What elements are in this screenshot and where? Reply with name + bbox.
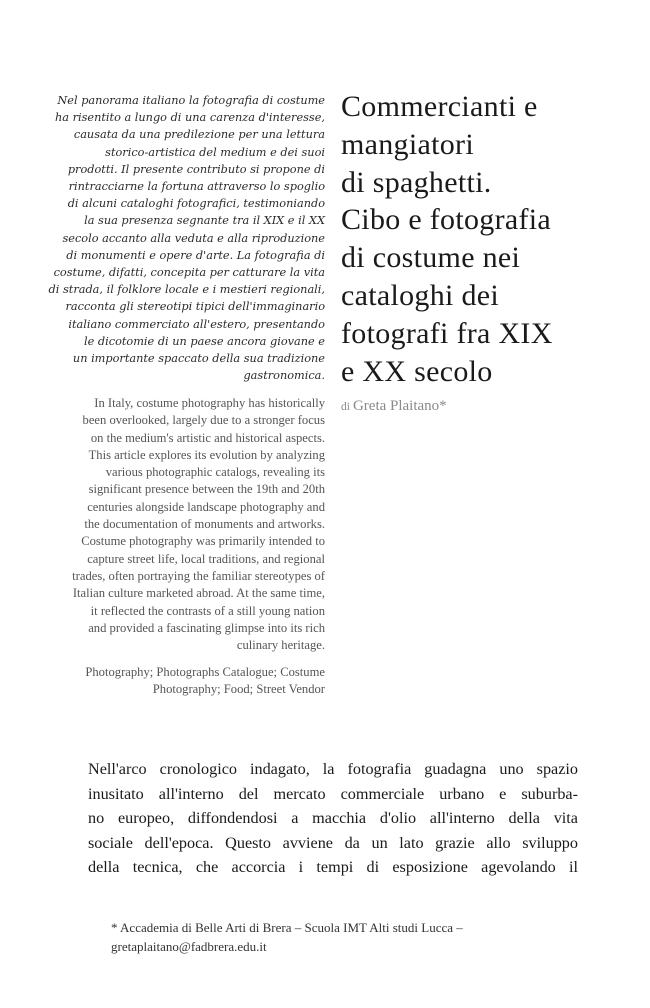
abstract-it-line: ha risentito a lungo di una carenza d'interesse, — [55, 111, 325, 125]
abstract-it-line: un importante spaccato della sua tradizione — [72, 352, 325, 366]
title-line: di costume nei — [341, 241, 521, 275]
abstract-en-line: on the medium's artistic and historical aspects. — [90, 430, 325, 445]
body-line: no europeo, diffondendosi a macchia d'olio all'interno della vita — [88, 809, 578, 828]
abstract-it-line: storico-artistica del medium e dei suoi — [105, 145, 325, 159]
abstract-en-line: This article explores its evolution by analyzing — [88, 447, 325, 462]
keywords-line: Photography; Photographs Catalogue; Costume — [85, 665, 325, 679]
title-line: cataloghi dei — [341, 278, 500, 312]
title-line: Cibo e fotografia — [341, 203, 552, 237]
abstract-italian — [38, 92, 325, 384]
abstract-en-line: culinary heritage. — [236, 638, 325, 653]
abstract-it-line: le dicotomie di un paese ancora giovane e — [84, 334, 325, 348]
footnote — [111, 919, 561, 956]
body-line: della tecnica, che accorcia i tempi di esposizione agevolando il — [88, 858, 578, 877]
title-line: fotografi fra XIX — [341, 316, 553, 350]
abstract-en-line: significant presence between the 19th and 20th — [88, 482, 325, 497]
abstract-en-line: trades, often portraying the familiar stereotypes of — [72, 568, 325, 583]
abstract-en-line: centuries alongside landscape photography and — [87, 499, 325, 514]
abstract-it-line: italiano commerciato all'estero, presentando — [68, 317, 325, 331]
abstract-it-line: prodotti. Il presente contributo si propone di — [67, 162, 325, 176]
title-line: di spaghetti. — [341, 165, 492, 199]
abstract-en-line: In Italy, costume photography has historically — [94, 396, 325, 410]
author-prefix: di — [341, 401, 350, 413]
title-line: mangiatori — [341, 127, 474, 161]
abstract-it-line: secolo accanto alla veduta e alla riproduzione — [62, 231, 325, 245]
author-name: Greta Plaitano* — [352, 398, 447, 414]
abstract-en-line: it reflected the contrasts of a still young nation — [90, 603, 325, 618]
abstract-en-line: Costume photography was primarily intended to — [81, 534, 325, 549]
abstract-en-line: Italian culture marketed abroad. At the same time, — [72, 586, 325, 601]
abstract-english — [30, 395, 325, 654]
abstract-it-line: la sua presenza segnante tra il XIX e il XX — [84, 214, 325, 228]
body-line: Nell'arco cronologico indagato, la fotografia guadagna uno spazio — [88, 760, 578, 778]
keywords — [40, 664, 325, 699]
footnote-email: gretaplaitano@fadbrera.edu.it — [111, 938, 267, 954]
body-line: inusitato all'interno del mercato commerciale urbano e suburba- — [88, 784, 578, 803]
abstract-it-line: di strada, il folklore locale e i mestieri regionali, — [48, 283, 325, 297]
body-paragraph — [88, 757, 578, 880]
body-line: sociale dell'epoca. Questo avviene da un lato grazie allo sviluppo — [88, 833, 578, 852]
title-line: e XX secolo — [341, 354, 493, 388]
abstract-en-line: the documentation of monuments and artworks. — [84, 517, 325, 532]
abstract-it-line: causata da una predilezione per una lettura — [73, 128, 325, 142]
abstract-it-line: gastronomica. — [243, 369, 325, 383]
abstract-en-line: been overlooked, largely due to a stronger focus — [82, 413, 325, 428]
author-byline — [341, 398, 447, 415]
abstract-it-line: rintracciarne la fortuna attraverso lo spoglio — [68, 180, 325, 194]
abstract-it-line: di monumenti e opere d'arte. La fotografia di — [66, 248, 325, 262]
abstract-it-line: costume, difatti, concepita per catturare la vita — [53, 266, 325, 280]
keywords-line: Photography; Food; Street Vendor — [152, 682, 325, 697]
abstract-it-line: Nel panorama italiano la fotografia di costume — [57, 94, 325, 107]
title-line: Commercianti e — [341, 90, 538, 123]
abstract-en-line: capture street life, local traditions, and regional — [87, 551, 325, 566]
abstract-it-line: racconta gli stereotipi tipici dell'immaginario — [65, 300, 325, 314]
abstract-en-line: and provided a fascinating glimpse into its rich — [88, 620, 325, 635]
article-title — [341, 88, 641, 390]
footnote-line: * Accademia di Belle Arti di Brera – Scuola IMT Alti studi Lucca – — [111, 920, 463, 935]
abstract-en-line: various photographic catalogs, revealing its — [105, 465, 325, 480]
abstract-it-line: di alcuni cataloghi fotografici, testimoniando — [67, 197, 325, 211]
